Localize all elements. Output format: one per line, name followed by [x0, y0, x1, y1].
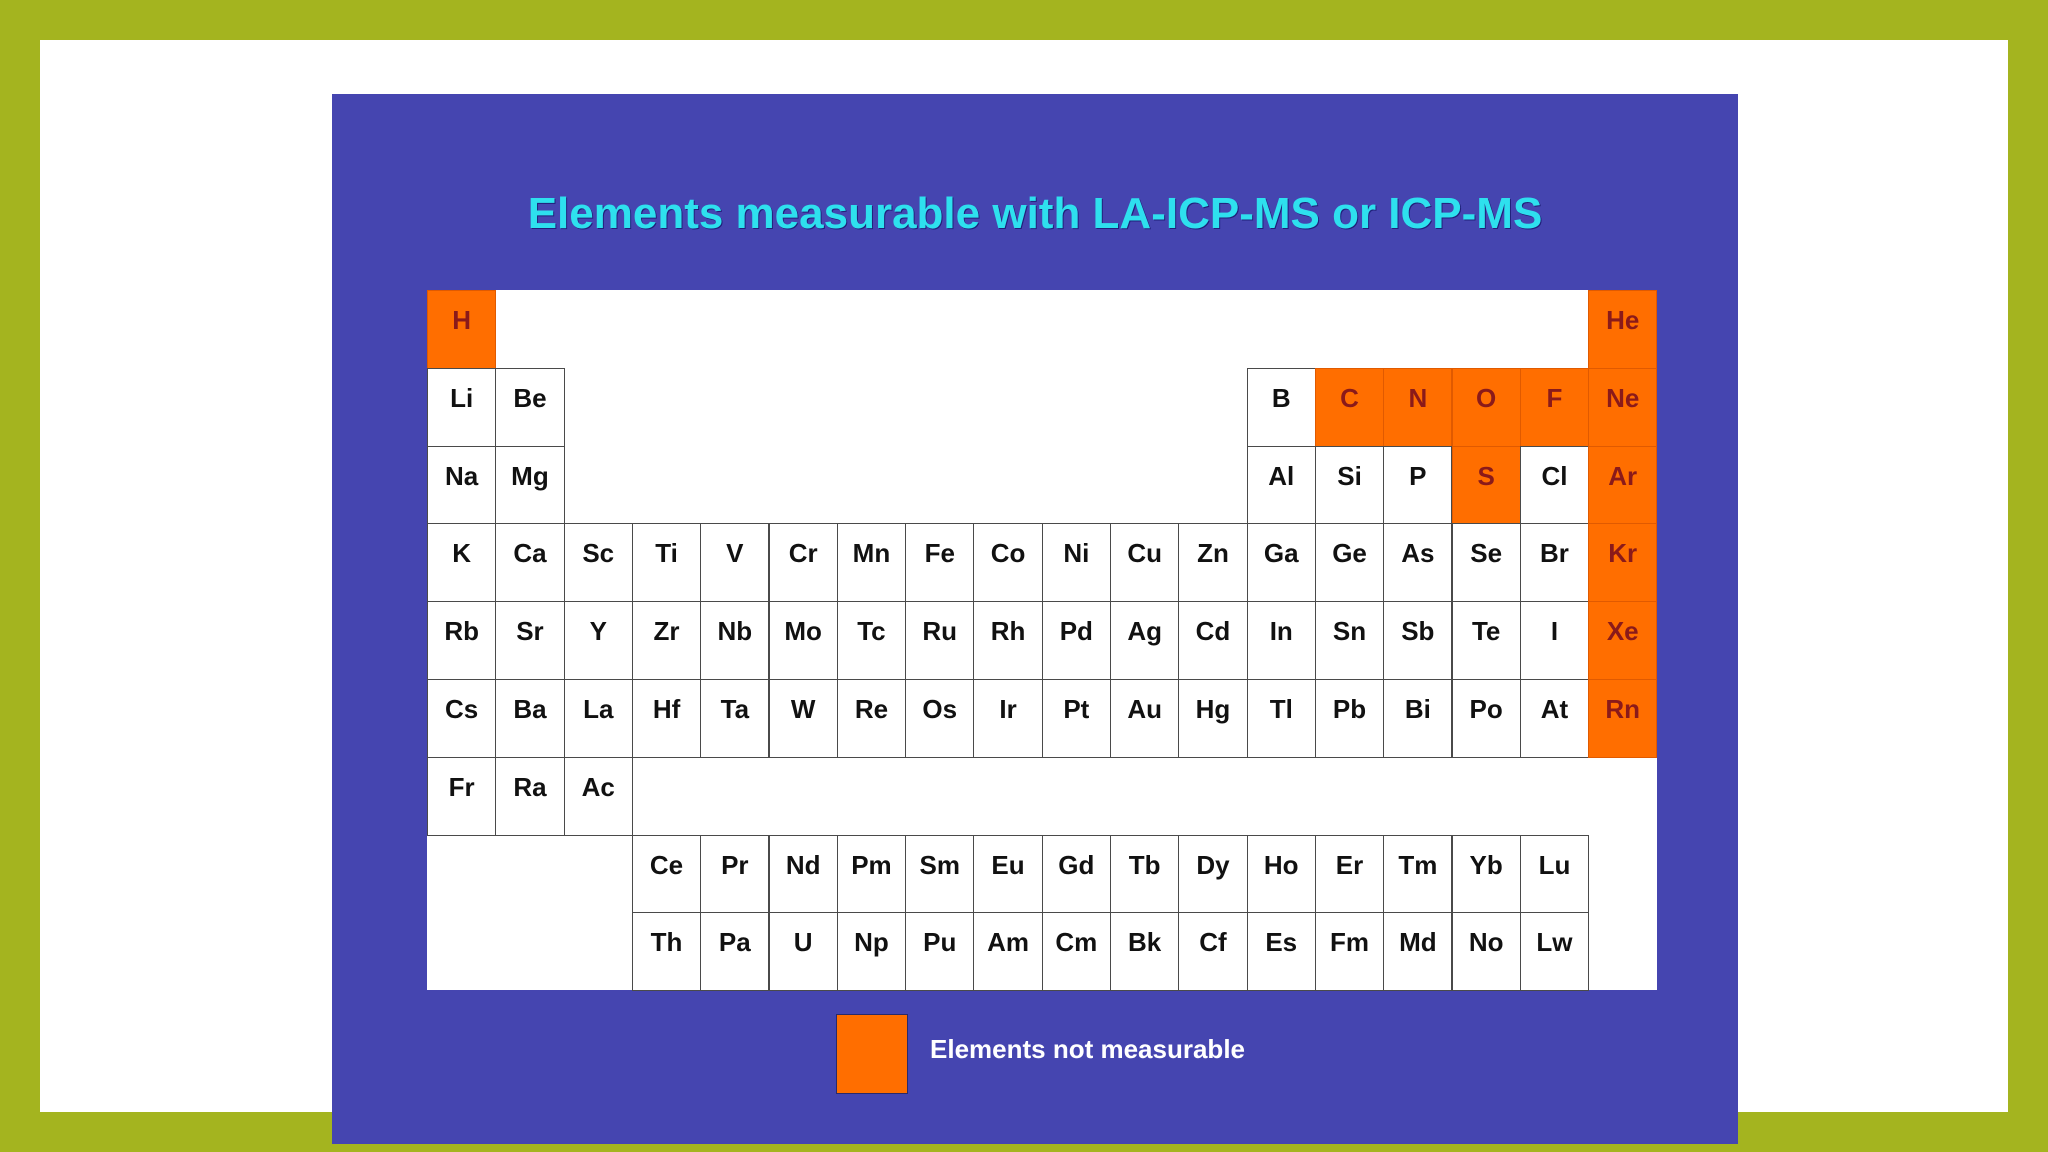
element-be: Be	[495, 368, 564, 447]
element-sm: Sm	[905, 835, 974, 914]
element-pm: Pm	[837, 835, 906, 914]
element-w: W	[769, 679, 838, 758]
element-co: Co	[973, 523, 1042, 602]
element-pa: Pa	[700, 912, 769, 991]
element-yb: Yb	[1452, 835, 1521, 914]
element-pr: Pr	[700, 835, 769, 914]
element-at: At	[1520, 679, 1589, 758]
element-sr: Sr	[495, 601, 564, 680]
element-nd: Nd	[769, 835, 838, 914]
element-cd: Cd	[1178, 601, 1247, 680]
element-li: Li	[427, 368, 496, 447]
element-er: Er	[1315, 835, 1384, 914]
slide-frame	[40, 40, 2008, 1112]
element-th: Th	[632, 912, 701, 991]
element-na: Na	[427, 446, 496, 525]
element-i: I	[1520, 601, 1589, 680]
element-ca: Ca	[495, 523, 564, 602]
element-mo: Mo	[769, 601, 838, 680]
element-ne: Ne	[1588, 368, 1657, 447]
element-os: Os	[905, 679, 974, 758]
element-zr: Zr	[632, 601, 701, 680]
element-ag: Ag	[1110, 601, 1179, 680]
element-sb: Sb	[1383, 601, 1452, 680]
element-rh: Rh	[973, 601, 1042, 680]
element-o: O	[1452, 368, 1521, 447]
element-as: As	[1383, 523, 1452, 602]
element-hg: Hg	[1178, 679, 1247, 758]
element-fr: Fr	[427, 757, 496, 836]
element-b: B	[1247, 368, 1316, 447]
element-la: La	[564, 679, 633, 758]
element-nb: Nb	[700, 601, 769, 680]
element-xe: Xe	[1588, 601, 1657, 680]
element-kr: Kr	[1588, 523, 1657, 602]
element-cr: Cr	[769, 523, 838, 602]
element-se: Se	[1452, 523, 1521, 602]
element-fe: Fe	[905, 523, 974, 602]
element-es: Es	[1247, 912, 1316, 991]
element-ga: Ga	[1247, 523, 1316, 602]
element-u: U	[769, 912, 838, 991]
element-hf: Hf	[632, 679, 701, 758]
element-ar: Ar	[1588, 446, 1657, 525]
element-ta: Ta	[700, 679, 769, 758]
element-re: Re	[837, 679, 906, 758]
element-bk: Bk	[1110, 912, 1179, 991]
element-f: F	[1520, 368, 1589, 447]
slide	[332, 94, 1738, 1144]
element-mn: Mn	[837, 523, 906, 602]
element-ba: Ba	[495, 679, 564, 758]
element-k: K	[427, 523, 496, 602]
element-gd: Gd	[1042, 835, 1111, 914]
element-ru: Ru	[905, 601, 974, 680]
element-tl: Tl	[1247, 679, 1316, 758]
element-sn: Sn	[1315, 601, 1384, 680]
element-ni: Ni	[1042, 523, 1111, 602]
legend-label: Elements not measurable	[930, 1034, 1245, 1064]
element-tb: Tb	[1110, 835, 1179, 914]
element-h: H	[427, 290, 496, 369]
element-pu: Pu	[905, 912, 974, 991]
element-tc: Tc	[837, 601, 906, 680]
element-cf: Cf	[1178, 912, 1247, 991]
element-rb: Rb	[427, 601, 496, 680]
element-ir: Ir	[973, 679, 1042, 758]
element-pb: Pb	[1315, 679, 1384, 758]
element-bi: Bi	[1383, 679, 1452, 758]
element-pt: Pt	[1042, 679, 1111, 758]
element-te: Te	[1452, 601, 1521, 680]
element-pd: Pd	[1042, 601, 1111, 680]
element-zn: Zn	[1178, 523, 1247, 602]
element-ac: Ac	[564, 757, 633, 836]
element-v: V	[700, 523, 769, 602]
element-mg: Mg	[495, 446, 564, 525]
element-rn: Rn	[1588, 679, 1657, 758]
element-no: No	[1452, 912, 1521, 991]
element-y: Y	[564, 601, 633, 680]
element-lu: Lu	[1520, 835, 1589, 914]
element-po: Po	[1452, 679, 1521, 758]
element-cl: Cl	[1520, 446, 1589, 525]
slide-title: Elements measurable with LA-ICP-MS or ICP-MS	[527, 189, 1543, 238]
element-fm: Fm	[1315, 912, 1384, 991]
element-in: In	[1247, 601, 1316, 680]
element-ce: Ce	[632, 835, 701, 914]
element-br: Br	[1520, 523, 1589, 602]
element-he: He	[1588, 290, 1657, 369]
element-np: Np	[837, 912, 906, 991]
element-ho: Ho	[1247, 835, 1316, 914]
element-c: C	[1315, 368, 1384, 447]
element-cu: Cu	[1110, 523, 1179, 602]
element-lw: Lw	[1520, 912, 1589, 991]
element-n: N	[1383, 368, 1452, 447]
element-al: Al	[1247, 446, 1316, 525]
element-au: Au	[1110, 679, 1179, 758]
element-s: S	[1452, 446, 1521, 525]
legend-swatch	[836, 1014, 908, 1094]
element-cs: Cs	[427, 679, 496, 758]
element-eu: Eu	[973, 835, 1042, 914]
element-cm: Cm	[1042, 912, 1111, 991]
element-md: Md	[1383, 912, 1452, 991]
element-ra: Ra	[495, 757, 564, 836]
element-tm: Tm	[1383, 835, 1452, 914]
element-ti: Ti	[632, 523, 701, 602]
element-am: Am	[973, 912, 1042, 991]
periodic-table	[427, 290, 1657, 990]
element-p: P	[1383, 446, 1452, 525]
element-ge: Ge	[1315, 523, 1384, 602]
element-sc: Sc	[564, 523, 633, 602]
element-dy: Dy	[1178, 835, 1247, 914]
element-si: Si	[1315, 446, 1384, 525]
